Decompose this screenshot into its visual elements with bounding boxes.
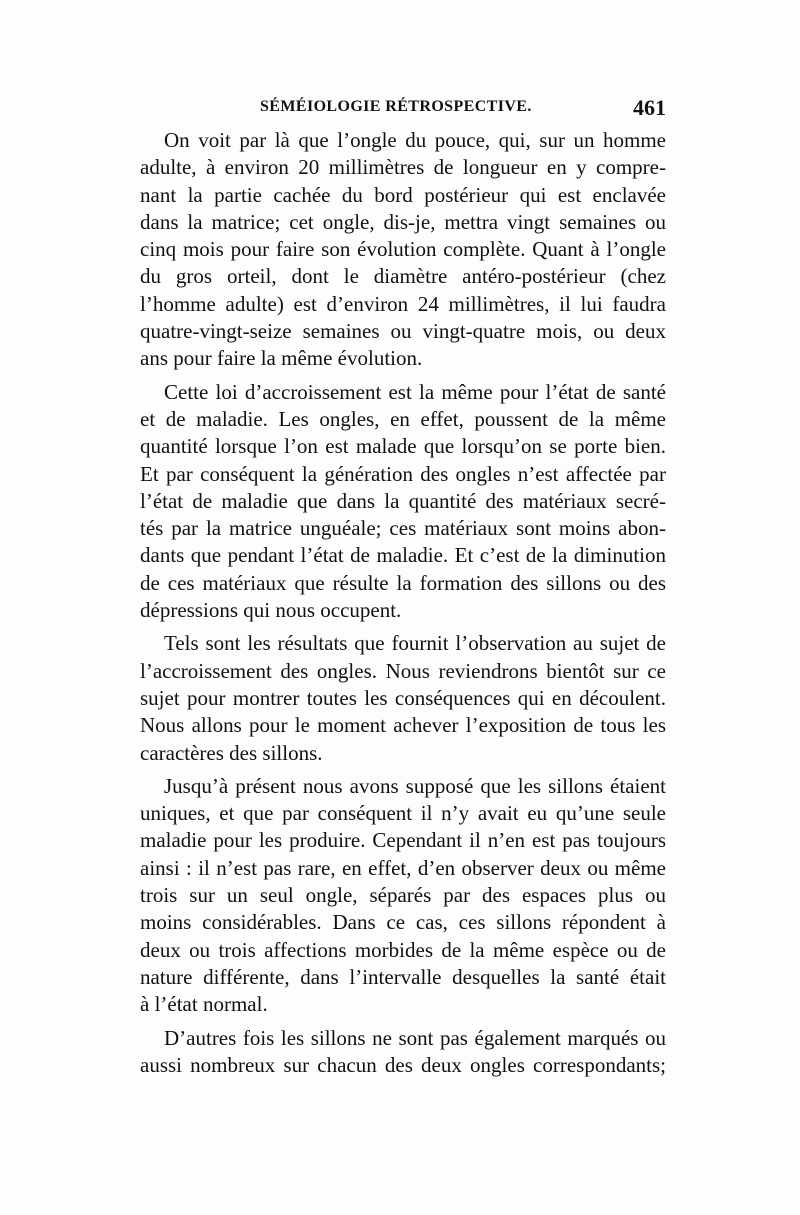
- text-line: cinq mois pour faire son évolution complète. Quant à l’ongle: [140, 237, 666, 262]
- text-line: Jusqu’à présent nous avons supposé que les sillons étaient: [164, 773, 666, 798]
- text-line: moins considérables. Dans ce cas, ces sillons répondent à: [140, 910, 666, 935]
- text-line: dants que pendant l’état de maladie. Et c’est de la diminution: [140, 543, 666, 568]
- text-line: maladie pour les produire. Cependant il n’en est pas toujours: [140, 828, 666, 853]
- text-line: uniques, et que par conséquent il n’y avait eu qu’une seule: [140, 801, 666, 826]
- text-line: Tels sont les résultats que fournit l’observation au sujet de: [164, 631, 666, 656]
- text-line: sujet pour montrer toutes les conséquences qui en découlent.: [140, 685, 666, 710]
- text-line: de ces matériaux que résulte la formation des sillons ou des: [140, 570, 666, 595]
- text-line: l’homme adulte) est d’environ 24 millimètres, il lui faudra: [140, 291, 666, 316]
- text-line: deux ou trois affections morbides de la même espèce ou de: [140, 937, 666, 962]
- text-line: tés par la matrice unguéale; ces matériaux sont moins abon-: [140, 516, 666, 541]
- text-line: trois sur un seul ongle, séparés par des espaces plus ou: [140, 883, 666, 908]
- page-header: [140, 95, 666, 122]
- paragraph: [140, 773, 666, 1019]
- page-number: 461: [633, 95, 666, 120]
- text-line: ans pour faire la même évolution.: [140, 346, 423, 371]
- text-line: et de maladie. Les ongles, en effet, poussent de la même: [140, 406, 666, 431]
- text-line: quantité lorsque l’on est malade que lorsqu’on se porte bien.: [140, 434, 666, 459]
- text-line: à l’état normal.: [140, 992, 268, 1017]
- running-title: SÉMÉIOLOGIE RÉTROSPECTIVE.: [260, 98, 532, 115]
- text-line: nature différente, dans l’intervalle desquelles la santé était: [140, 964, 666, 989]
- text-line: adulte, à environ 20 millimètres de longueur en y compre-: [140, 155, 666, 180]
- text-line: On voit par là que l’ongle du pouce, qui, sur un homme: [164, 128, 666, 152]
- text-line: dépressions qui nous occupent.: [140, 598, 402, 623]
- text-line: l’état de maladie que dans la quantité des matériaux secré-: [140, 488, 666, 513]
- text-line: dans la matrice; cet ongle, dis-je, mettra vingt semaines ou: [140, 209, 666, 234]
- paragraph: [140, 1025, 666, 1080]
- text-line: Nous allons pour le moment achever l’exposition de tous les: [140, 713, 666, 738]
- text-line: quatre-vingt-seize semaines ou vingt-quatre mois, ou deux: [140, 319, 666, 344]
- text-line: ainsi : il n’est pas rare, en effet, d’en observer deux ou même: [140, 855, 666, 880]
- paragraph: [140, 379, 666, 625]
- text-line: nant la partie cachée du bord postérieur qui est enclavée: [140, 182, 666, 207]
- text-line: D’autres fois les sillons ne sont pas également marqués ou: [164, 1025, 666, 1050]
- paragraph: [140, 630, 666, 766]
- text-line: du gros orteil, dont le diamètre antéro-postérieur (chez: [140, 264, 666, 289]
- text-line: caractères des sillons.: [140, 740, 323, 765]
- text-line: Cette loi d’accroissement est la même pour l’état de santé: [164, 379, 666, 404]
- text-line: l’accroissement des ongles. Nous reviendrons bientôt sur ce: [140, 658, 666, 683]
- text-line: aussi nombreux sur chacun des deux ongles correspondants;: [140, 1052, 666, 1077]
- paragraph: [140, 127, 666, 373]
- body-text: [140, 127, 666, 1085]
- text-line: Et par conséquent la génération des ongles n’est affectée par: [140, 461, 666, 486]
